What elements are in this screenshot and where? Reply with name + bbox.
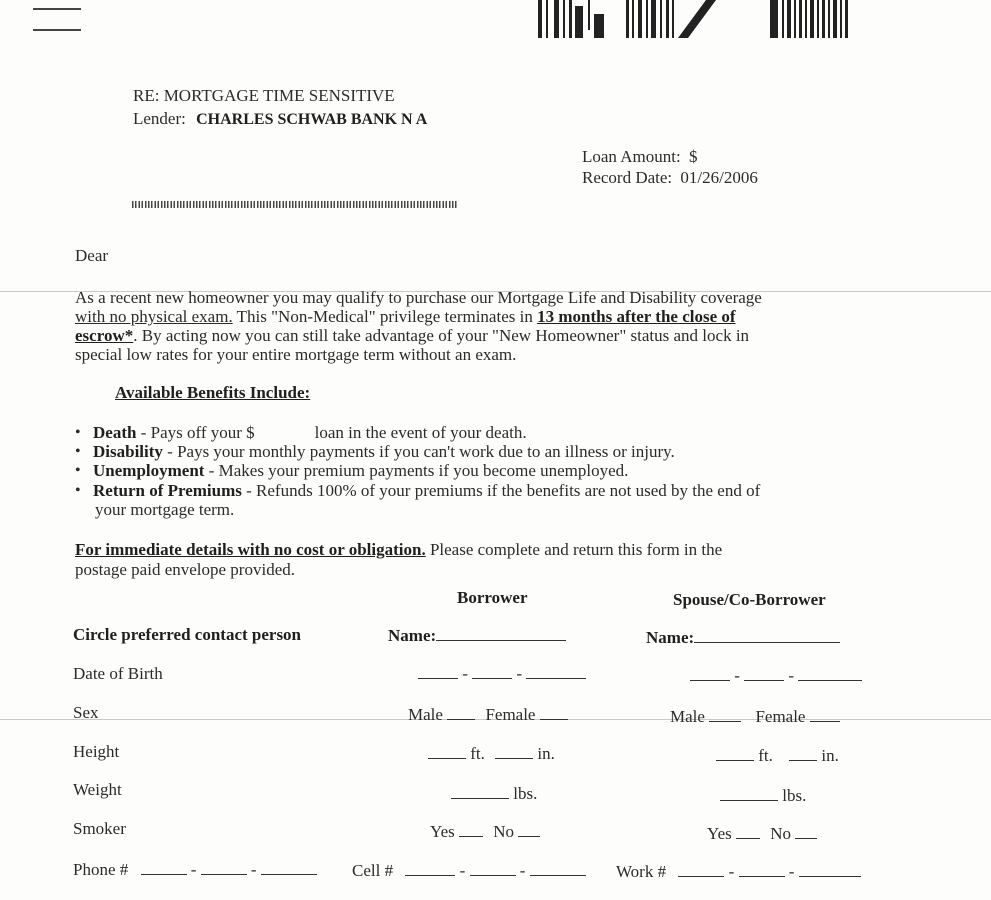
- borrower-dob-field[interactable]: - -: [418, 664, 586, 684]
- col-borrower: Borrower: [457, 588, 528, 607]
- male-blank[interactable]: [709, 707, 741, 722]
- work-field[interactable]: Work # - -: [616, 862, 861, 882]
- spouse-smoker-field[interactable]: [707, 824, 817, 844]
- lbs-blank[interactable]: [451, 784, 509, 799]
- benefit-desc: - Makes your premium payments if you become unemployed.: [204, 461, 629, 480]
- work-blank[interactable]: [739, 862, 785, 877]
- phone-blank[interactable]: [201, 860, 247, 875]
- work-label: Work #: [616, 862, 667, 881]
- benefit-desc-cont: loan in the event of your death.: [314, 423, 527, 442]
- male-blank[interactable]: [447, 705, 475, 720]
- spouse-weight-field[interactable]: [720, 786, 806, 806]
- loan-amount-label: Loan Amount:: [582, 147, 681, 166]
- benefits-heading: Available Benefits Include:: [115, 383, 311, 402]
- postal-barcode: [132, 201, 458, 208]
- benefit-desc: - Refunds 100% of your premiums if the benefits are not used by the end of: [241, 481, 761, 500]
- para1-line4: special low rates for your entire mortgage term without an exam.: [75, 345, 517, 364]
- yes-label: Yes: [430, 822, 455, 841]
- re-line: RE: MORTGAGE TIME SENSITIVE: [133, 86, 395, 105]
- dob-blank[interactable]: [472, 664, 512, 679]
- benefit-name: Return of Premiums: [93, 481, 242, 500]
- cta-rest: Please complete and return this form in the: [425, 540, 723, 559]
- no-exam-text: with no physical exam.: [75, 307, 233, 326]
- male-label: Male: [670, 707, 705, 726]
- record-date-value: 01/26/2006: [680, 168, 758, 187]
- salutation: Dear: [75, 246, 109, 265]
- female-blank[interactable]: [810, 707, 840, 722]
- spouse-dob-field[interactable]: - -: [690, 666, 862, 686]
- para1-line1: As a recent new homeowner you may qualify to purchase our Mortgage Life and Disability coverage: [75, 288, 762, 307]
- lender-line: [133, 109, 427, 129]
- bullet-icon: •: [75, 424, 81, 441]
- borrower-height-field[interactable]: [428, 744, 555, 764]
- barcode-left: [538, 0, 718, 38]
- work-blank[interactable]: [678, 862, 724, 877]
- cell-blank[interactable]: [530, 861, 586, 876]
- benefit-return-premiums: [93, 481, 760, 501]
- spouse-name-field[interactable]: [646, 628, 840, 648]
- dob-blank[interactable]: [798, 666, 862, 681]
- borrower-weight-field[interactable]: [451, 784, 537, 804]
- para1-line3-rest: . By acting now you can still take advantage of your "New Homeowner" status and lock in: [133, 326, 750, 345]
- no-blank[interactable]: [518, 822, 540, 837]
- barcode-right: [770, 0, 850, 38]
- in-label: in.: [537, 744, 555, 763]
- benefit-name: Death: [93, 423, 137, 442]
- phone-blank[interactable]: [261, 860, 317, 875]
- yes-label: Yes: [707, 824, 732, 843]
- benefit-death: [93, 423, 527, 443]
- name-label: Name:: [388, 626, 437, 645]
- para1-line2: [75, 307, 736, 327]
- benefit-name: Unemployment: [93, 461, 205, 480]
- loan-amount-value: $: [688, 147, 698, 166]
- dob-blank[interactable]: [744, 666, 784, 681]
- benefit-desc: - Pays off your $: [136, 423, 255, 442]
- female-label: Female: [485, 705, 536, 724]
- lbs-blank[interactable]: [720, 786, 778, 801]
- male-label: Male: [408, 705, 443, 724]
- no-label: No: [493, 822, 515, 841]
- loan-amount-line: [582, 147, 697, 167]
- para1-line3: [75, 326, 749, 346]
- borrower-name-field[interactable]: [388, 626, 566, 646]
- height-label: Height: [73, 742, 120, 761]
- ft-label: ft.: [470, 744, 485, 763]
- benefit-desc: - Pays your monthly payments if you can't work due to an illness or injury.: [162, 442, 675, 461]
- lender-label: Lender:: [133, 109, 186, 128]
- escrow-text: escrow*: [75, 326, 134, 345]
- in-blank[interactable]: [495, 744, 533, 759]
- yes-blank[interactable]: [459, 822, 483, 837]
- yes-blank[interactable]: [736, 824, 760, 839]
- bullet-icon: •: [75, 443, 81, 460]
- no-label: No: [770, 824, 792, 843]
- deadline-text: 13 months after the close of: [537, 307, 736, 326]
- in-blank[interactable]: [789, 746, 817, 761]
- name-label: Name:: [646, 628, 695, 647]
- female-blank[interactable]: [540, 705, 568, 720]
- name-blank[interactable]: [436, 626, 566, 641]
- bullet-icon: •: [75, 462, 81, 479]
- corner-mark: [33, 8, 81, 10]
- work-blank[interactable]: [799, 862, 861, 877]
- dob-blank[interactable]: [418, 664, 458, 679]
- weight-label: Weight: [73, 780, 122, 799]
- borrower-sex-field[interactable]: [408, 705, 568, 725]
- in-label: in.: [821, 746, 839, 765]
- phone-field[interactable]: Phone # - -: [73, 860, 317, 880]
- cell-field[interactable]: Cell # - -: [352, 861, 586, 881]
- benefit-disability: [93, 442, 675, 462]
- record-date-label: Record Date:: [582, 168, 673, 187]
- name-blank[interactable]: [694, 628, 840, 643]
- sex-label: Sex: [73, 703, 99, 722]
- lbs-label: lbs.: [782, 786, 807, 805]
- col-spouse: Spouse/Co-Borrower: [673, 590, 826, 609]
- lender-name: CHARLES SCHWAB BANK N A: [196, 111, 428, 128]
- dob-blank[interactable]: [690, 666, 730, 681]
- female-label: Female: [755, 707, 806, 726]
- lbs-label: lbs.: [513, 784, 538, 803]
- no-blank[interactable]: [795, 824, 817, 839]
- dob-blank[interactable]: [526, 664, 586, 679]
- bullet-icon: •: [75, 482, 81, 499]
- cell-blank[interactable]: [470, 861, 516, 876]
- cell-label: Cell #: [352, 861, 394, 880]
- cta-line2: postage paid envelope provided.: [75, 560, 295, 579]
- spouse-sex-field[interactable]: [670, 707, 840, 727]
- smoker-label: Smoker: [73, 819, 126, 838]
- corner-mark: [33, 29, 81, 31]
- dob-label: Date of Birth: [73, 664, 163, 683]
- ft-blank[interactable]: [716, 746, 754, 761]
- ft-label: ft.: [758, 746, 773, 765]
- benefit-name: Disability: [93, 442, 163, 461]
- phone-label: Phone #: [73, 860, 129, 879]
- phone-blank[interactable]: [141, 860, 187, 875]
- ft-blank[interactable]: [428, 744, 466, 759]
- record-date-line: [582, 168, 758, 188]
- spouse-height-field[interactable]: [716, 746, 839, 766]
- contact-label: Circle preferred contact person: [73, 625, 302, 644]
- borrower-smoker-field[interactable]: [430, 822, 540, 842]
- benefit-return-premiums-cont: your mortgage term.: [95, 500, 235, 519]
- para1-line2-mid: This "Non-Medical" privilege terminates in: [232, 307, 538, 326]
- benefit-unemployment: [93, 461, 628, 481]
- cta-line1: [75, 540, 722, 560]
- cta-bold: For immediate details with no cost or obligation.: [75, 540, 426, 559]
- cell-blank[interactable]: [405, 861, 455, 876]
